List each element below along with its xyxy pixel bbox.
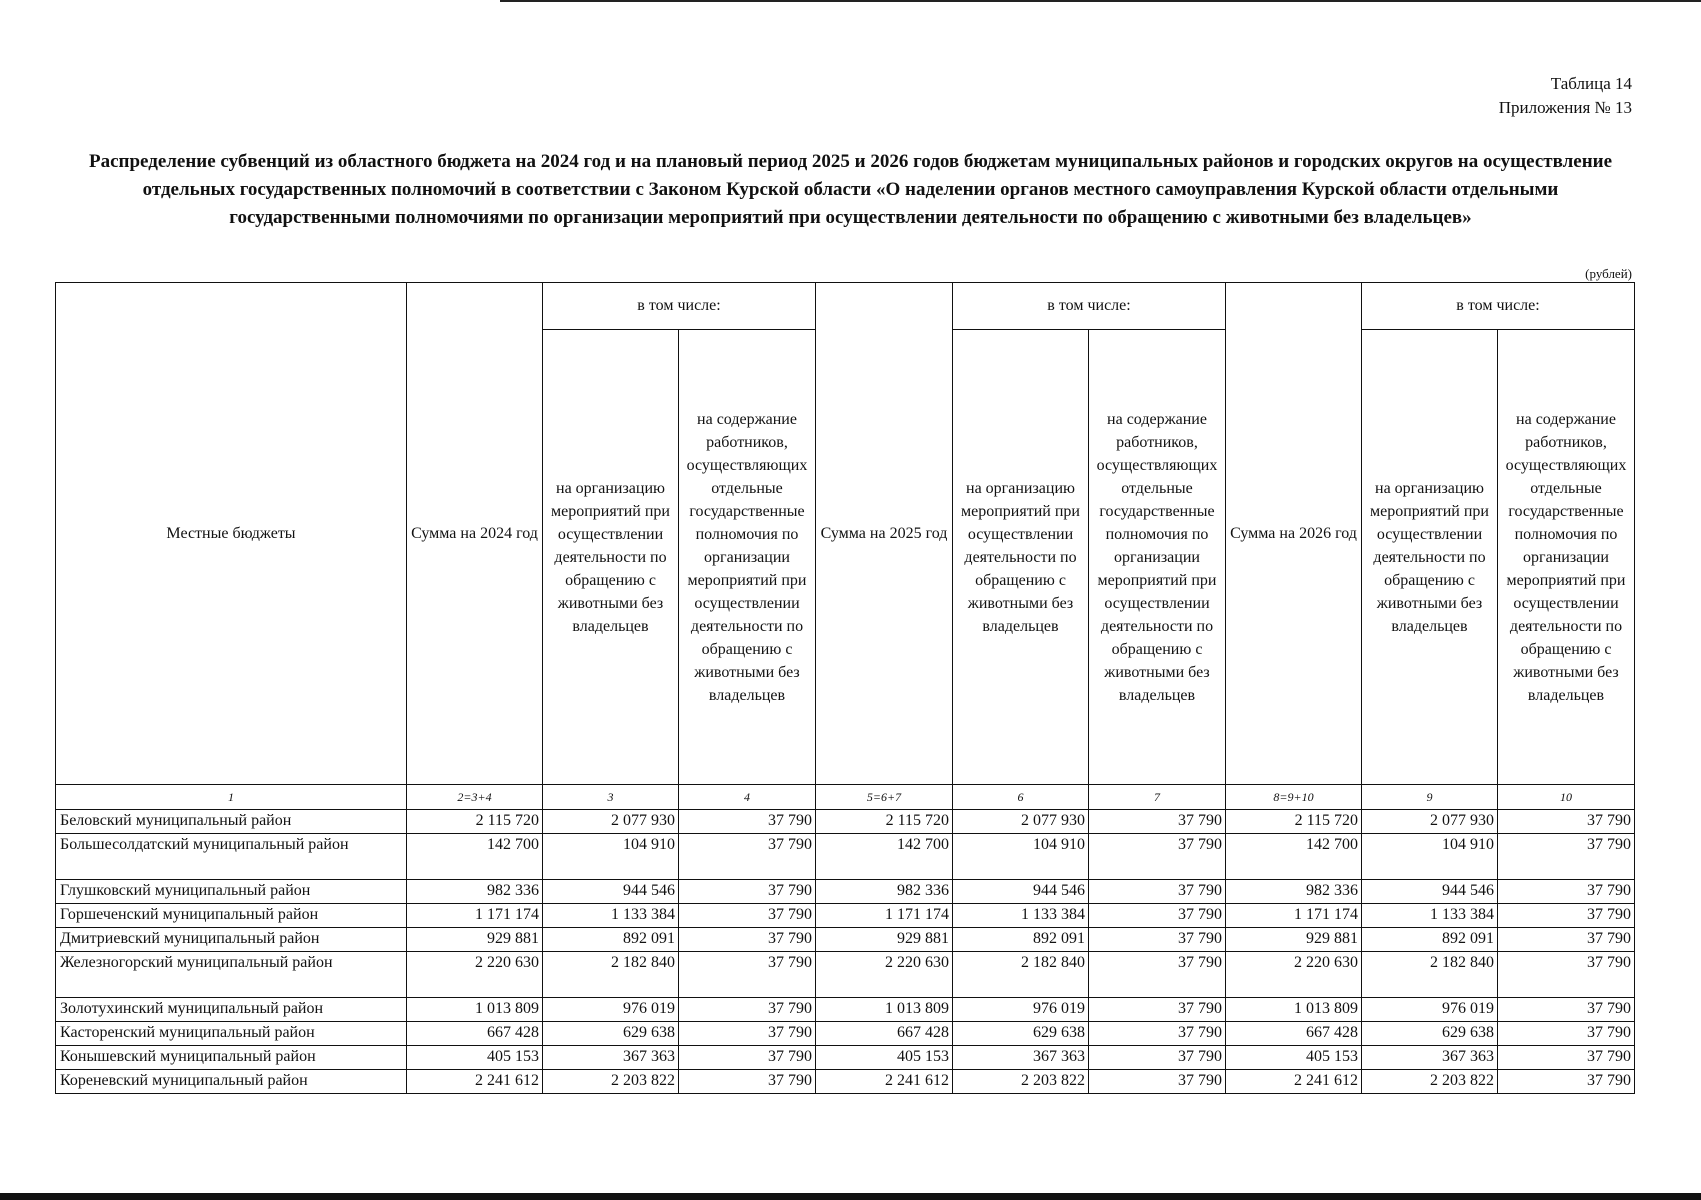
amount-cell: 104 910 xyxy=(1362,834,1498,880)
amount-cell: 944 546 xyxy=(953,880,1089,904)
amount-cell: 629 638 xyxy=(953,1022,1089,1046)
header-staff-2025: на содержание работников, осуществляющих отдельные государственные полномочия по организации мероприятий при осуществлении деятельности по обращению с животными без владельцев xyxy=(1089,330,1226,785)
amount-cell: 667 428 xyxy=(407,1022,543,1046)
amount-cell: 37 790 xyxy=(679,810,816,834)
header-sum-2026: Сумма на 2026 год xyxy=(1226,283,1362,785)
header-events-2025: на организацию мероприятий при осуществлении деятельности по обращению с животными без владельцев xyxy=(953,330,1089,785)
subsidy-table xyxy=(55,282,1635,1094)
amount-cell: 1 171 174 xyxy=(407,904,543,928)
amount-cell: 629 638 xyxy=(1362,1022,1498,1046)
amount-cell: 1 013 809 xyxy=(816,998,953,1022)
amount-cell: 104 910 xyxy=(953,834,1089,880)
amount-cell: 629 638 xyxy=(543,1022,679,1046)
amount-cell: 142 700 xyxy=(1226,834,1362,880)
amount-cell: 2 203 822 xyxy=(953,1070,1089,1094)
amount-cell: 1 133 384 xyxy=(1362,904,1498,928)
amount-cell: 37 790 xyxy=(1089,1022,1226,1046)
table-number: Таблица 14 xyxy=(1550,74,1632,93)
amount-cell: 37 790 xyxy=(679,880,816,904)
amount-cell: 142 700 xyxy=(407,834,543,880)
units-label: (рублей) xyxy=(1585,266,1632,281)
column-number: 2=3+4 xyxy=(407,785,543,810)
amount-cell: 2 077 930 xyxy=(543,810,679,834)
header-events-2024: на организацию мероприятий при осуществлении деятельности по обращению с животными без владельцев xyxy=(543,330,679,785)
amount-cell: 37 790 xyxy=(679,904,816,928)
amount-cell: 2 241 612 xyxy=(407,1070,543,1094)
header-including-2025: в том числе: xyxy=(953,283,1226,330)
table-row xyxy=(56,1046,1635,1070)
header-including-2026: в том числе: xyxy=(1362,283,1635,330)
amount-cell: 1 013 809 xyxy=(407,998,543,1022)
amount-cell: 2 115 720 xyxy=(1226,810,1362,834)
amount-cell: 976 019 xyxy=(953,998,1089,1022)
amount-cell: 405 153 xyxy=(1226,1046,1362,1070)
amount-cell: 37 790 xyxy=(1498,1070,1635,1094)
amount-cell: 2 182 840 xyxy=(953,952,1089,998)
amount-cell: 104 910 xyxy=(543,834,679,880)
amount-cell: 37 790 xyxy=(679,834,816,880)
amount-cell: 2 182 840 xyxy=(543,952,679,998)
table-row xyxy=(56,810,1635,834)
amount-cell: 37 790 xyxy=(1089,904,1226,928)
header-sum-2025: Сумма на 2025 год xyxy=(816,283,953,785)
district-name: Глушковский муниципальный район xyxy=(56,880,407,904)
district-name: Кореневский муниципальный район xyxy=(56,1070,407,1094)
district-name: Беловский муниципальный район xyxy=(56,810,407,834)
amount-cell: 37 790 xyxy=(679,998,816,1022)
amount-cell: 37 790 xyxy=(1498,904,1635,928)
district-name: Большесолдатский муниципальный район xyxy=(56,834,407,880)
amount-cell: 37 790 xyxy=(679,1046,816,1070)
header-row-1 xyxy=(56,283,1635,330)
amount-cell: 37 790 xyxy=(1498,834,1635,880)
amount-cell: 37 790 xyxy=(679,952,816,998)
amount-cell: 1 171 174 xyxy=(1226,904,1362,928)
amount-cell: 37 790 xyxy=(1089,998,1226,1022)
amount-cell: 2 077 930 xyxy=(953,810,1089,834)
amount-cell: 37 790 xyxy=(1498,1022,1635,1046)
amount-cell: 2 203 822 xyxy=(1362,1070,1498,1094)
amount-cell: 2 220 630 xyxy=(407,952,543,998)
table-row xyxy=(56,928,1635,952)
amount-cell: 37 790 xyxy=(1498,952,1635,998)
amount-cell: 37 790 xyxy=(1089,810,1226,834)
scan-edge-top xyxy=(500,0,1701,2)
amount-cell: 982 336 xyxy=(1226,880,1362,904)
amount-cell: 37 790 xyxy=(1089,1070,1226,1094)
column-number: 5=6+7 xyxy=(816,785,953,810)
amount-cell: 982 336 xyxy=(407,880,543,904)
amount-cell: 2 220 630 xyxy=(816,952,953,998)
amount-cell: 1 133 384 xyxy=(543,904,679,928)
district-name: Касторенский муниципальный район xyxy=(56,1022,407,1046)
header-local-budgets: Местные бюджеты xyxy=(56,283,407,785)
amount-cell: 37 790 xyxy=(1498,998,1635,1022)
amount-cell: 2 115 720 xyxy=(816,810,953,834)
table-reference xyxy=(1499,72,1632,120)
amount-cell: 667 428 xyxy=(816,1022,953,1046)
amount-cell: 37 790 xyxy=(1498,880,1635,904)
table-row xyxy=(56,998,1635,1022)
table-row xyxy=(56,904,1635,928)
table-row xyxy=(56,1070,1635,1094)
district-name: Дмитриевский муниципальный район xyxy=(56,928,407,952)
header-including-2024: в том числе: xyxy=(543,283,816,330)
column-number-row xyxy=(56,785,1635,810)
amount-cell: 37 790 xyxy=(1089,880,1226,904)
table-header xyxy=(56,283,1635,810)
amount-cell: 37 790 xyxy=(1498,1046,1635,1070)
amount-cell: 2 241 612 xyxy=(816,1070,953,1094)
district-name: Горшеченский муниципальный район xyxy=(56,904,407,928)
amount-cell: 2 203 822 xyxy=(543,1070,679,1094)
amount-cell: 892 091 xyxy=(953,928,1089,952)
amount-cell: 2 241 612 xyxy=(1226,1070,1362,1094)
amount-cell: 37 790 xyxy=(1498,810,1635,834)
amount-cell: 1 133 384 xyxy=(953,904,1089,928)
amount-cell: 929 881 xyxy=(1226,928,1362,952)
table-row xyxy=(56,1022,1635,1046)
table-row xyxy=(56,952,1635,998)
table-body xyxy=(56,810,1635,1094)
amount-cell: 667 428 xyxy=(1226,1022,1362,1046)
amount-cell: 892 091 xyxy=(1362,928,1498,952)
amount-cell: 944 546 xyxy=(543,880,679,904)
amount-cell: 37 790 xyxy=(679,1022,816,1046)
column-number: 6 xyxy=(953,785,1089,810)
amount-cell: 929 881 xyxy=(407,928,543,952)
amount-cell: 1 171 174 xyxy=(816,904,953,928)
amount-cell: 2 220 630 xyxy=(1226,952,1362,998)
amount-cell: 37 790 xyxy=(679,1070,816,1094)
amount-cell: 367 363 xyxy=(1362,1046,1498,1070)
amount-cell: 367 363 xyxy=(543,1046,679,1070)
column-number: 1 xyxy=(56,785,407,810)
district-name: Железногорский муниципальный район xyxy=(56,952,407,998)
district-name: Конышевский муниципальный район xyxy=(56,1046,407,1070)
column-number: 7 xyxy=(1089,785,1226,810)
table-row xyxy=(56,834,1635,880)
amount-cell: 2 115 720 xyxy=(407,810,543,834)
amount-cell: 37 790 xyxy=(679,928,816,952)
amount-cell: 976 019 xyxy=(1362,998,1498,1022)
appendix-number: Приложения № 13 xyxy=(1498,98,1632,117)
column-number: 10 xyxy=(1498,785,1635,810)
amount-cell: 367 363 xyxy=(953,1046,1089,1070)
amount-cell: 37 790 xyxy=(1089,1046,1226,1070)
header-staff-2026: на содержание работников, осуществляющих отдельные государственные полномочия по организации мероприятий при осуществлении деятельности по обращению с животными без владельцев xyxy=(1498,330,1635,785)
header-events-2026: на организацию мероприятий при осуществлении деятельности по обращению с животными без владельцев xyxy=(1362,330,1498,785)
amount-cell: 37 790 xyxy=(1089,834,1226,880)
header-sum-2024: Сумма на 2024 год xyxy=(407,283,543,785)
amount-cell: 892 091 xyxy=(543,928,679,952)
table-row xyxy=(56,880,1635,904)
scan-edge-bottom xyxy=(0,1193,1701,1200)
header-staff-2024: на содержание работников, осуществляющих отдельные государственные полномочия по организации мероприятий при осуществлении деятельности по обращению с животными без владельцев xyxy=(679,330,816,785)
column-number: 3 xyxy=(543,785,679,810)
amount-cell: 37 790 xyxy=(1089,928,1226,952)
column-number: 9 xyxy=(1362,785,1498,810)
amount-cell: 944 546 xyxy=(1362,880,1498,904)
amount-cell: 142 700 xyxy=(816,834,953,880)
amount-cell: 976 019 xyxy=(543,998,679,1022)
amount-cell: 405 153 xyxy=(407,1046,543,1070)
amount-cell: 405 153 xyxy=(816,1046,953,1070)
amount-cell: 982 336 xyxy=(816,880,953,904)
column-number: 4 xyxy=(679,785,816,810)
amount-cell: 929 881 xyxy=(816,928,953,952)
district-name: Золотухинский муниципальный район xyxy=(56,998,407,1022)
amount-cell: 2 077 930 xyxy=(1362,810,1498,834)
document-title: Распределение субвенций из областного бюджета на 2024 год и на плановый период 2025 и 2026 годов бюджетам муниципальных районов и городских округов на осуществление отдельных государственных полномочий в соответствии с Законом Курской области «О наделении органов местного самоуправления Курской области отдельными государственными полномочиями по организации мероприятий при осуществлении деятельности по обращению с животными без владельцев» xyxy=(88,151,1613,228)
amount-cell: 37 790 xyxy=(1498,928,1635,952)
amount-cell: 1 013 809 xyxy=(1226,998,1362,1022)
amount-cell: 37 790 xyxy=(1089,952,1226,998)
column-number: 8=9+10 xyxy=(1226,785,1362,810)
amount-cell: 2 182 840 xyxy=(1362,952,1498,998)
